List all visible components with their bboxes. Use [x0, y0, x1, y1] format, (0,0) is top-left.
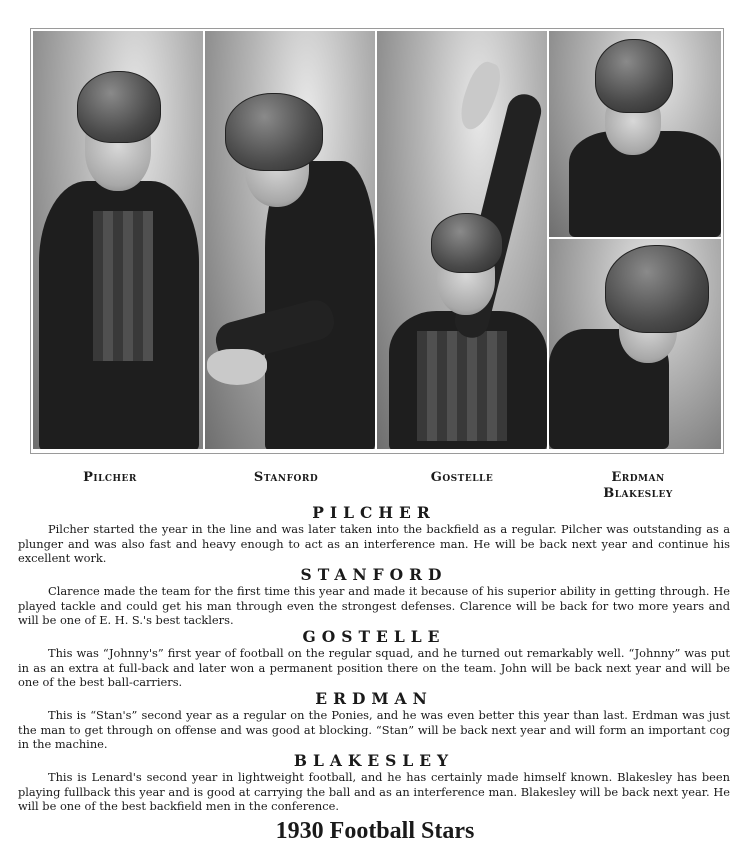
section-heading: PILCHER — [312, 503, 436, 522]
photo-collage — [30, 28, 724, 454]
caption-stanford: Stanford — [253, 470, 319, 485]
section-body: This is “Stan's” second year as a regular on the Ponies, and he was even better this year than last. Erdman was just the man to get through on offense and was good at blocking. “Stan” will be back next year and will form an important cog in the machine. — [18, 708, 730, 752]
section-body: This is Lenard's second year in lightweight football, and he has certainly made himself known. Blakesley has been playing fullback this year and is good at carrying the ball and as an interference man. Blakesley will be back next year. He will be one of the best backfield men in the conference. — [18, 770, 730, 814]
caption-gostelle: Gostelle — [430, 470, 494, 485]
page-title: 1930 Football Stars — [275, 818, 475, 844]
section-heading: BLAKESLEY — [293, 751, 455, 770]
caption-pilcher: Pilcher — [83, 470, 137, 485]
photo-erdman — [549, 31, 721, 237]
photo-blakesley — [549, 239, 721, 449]
section-blakesley — [18, 752, 730, 814]
section-heading: GOSTELLE — [302, 627, 446, 646]
caption-blakesley: Blakesley — [603, 486, 673, 501]
section-body: This was “Johnny's” first year of football on the regular squad, and he turned out remarkably well. “Johnny” was put in as an extra at full-back and later won a permanent position there on the team. John will be back next year and will be one of the best ball-carriers. — [18, 646, 730, 690]
section-heading: ERDMAN — [315, 689, 433, 708]
section-pilcher — [18, 504, 730, 566]
photo-pilcher — [33, 31, 203, 449]
section-body: Clarence made the team for the first time this year and made it because of his superior ability in getting through. He played tackle and could get his man through even the strongest defenses. Clarence will be back for two more years and will be one of E. H. S.'s best tacklers. — [18, 584, 730, 628]
photo-stanford — [205, 31, 375, 449]
section-erdman — [18, 690, 730, 752]
photo-captions — [0, 466, 750, 506]
section-heading: STANFORD — [300, 565, 448, 584]
section-gostelle — [18, 628, 730, 690]
section-body: Pilcher started the year in the line and was later taken into the backfield as a regular. Pilcher was outstanding as a plunger and was also fast and heavy enough to act as an interference man. He will be back next year and continue his excellent work. — [18, 522, 730, 566]
section-stanford — [18, 566, 730, 628]
caption-erdman: Erdman — [611, 470, 665, 485]
photo-gostelle — [377, 31, 547, 449]
